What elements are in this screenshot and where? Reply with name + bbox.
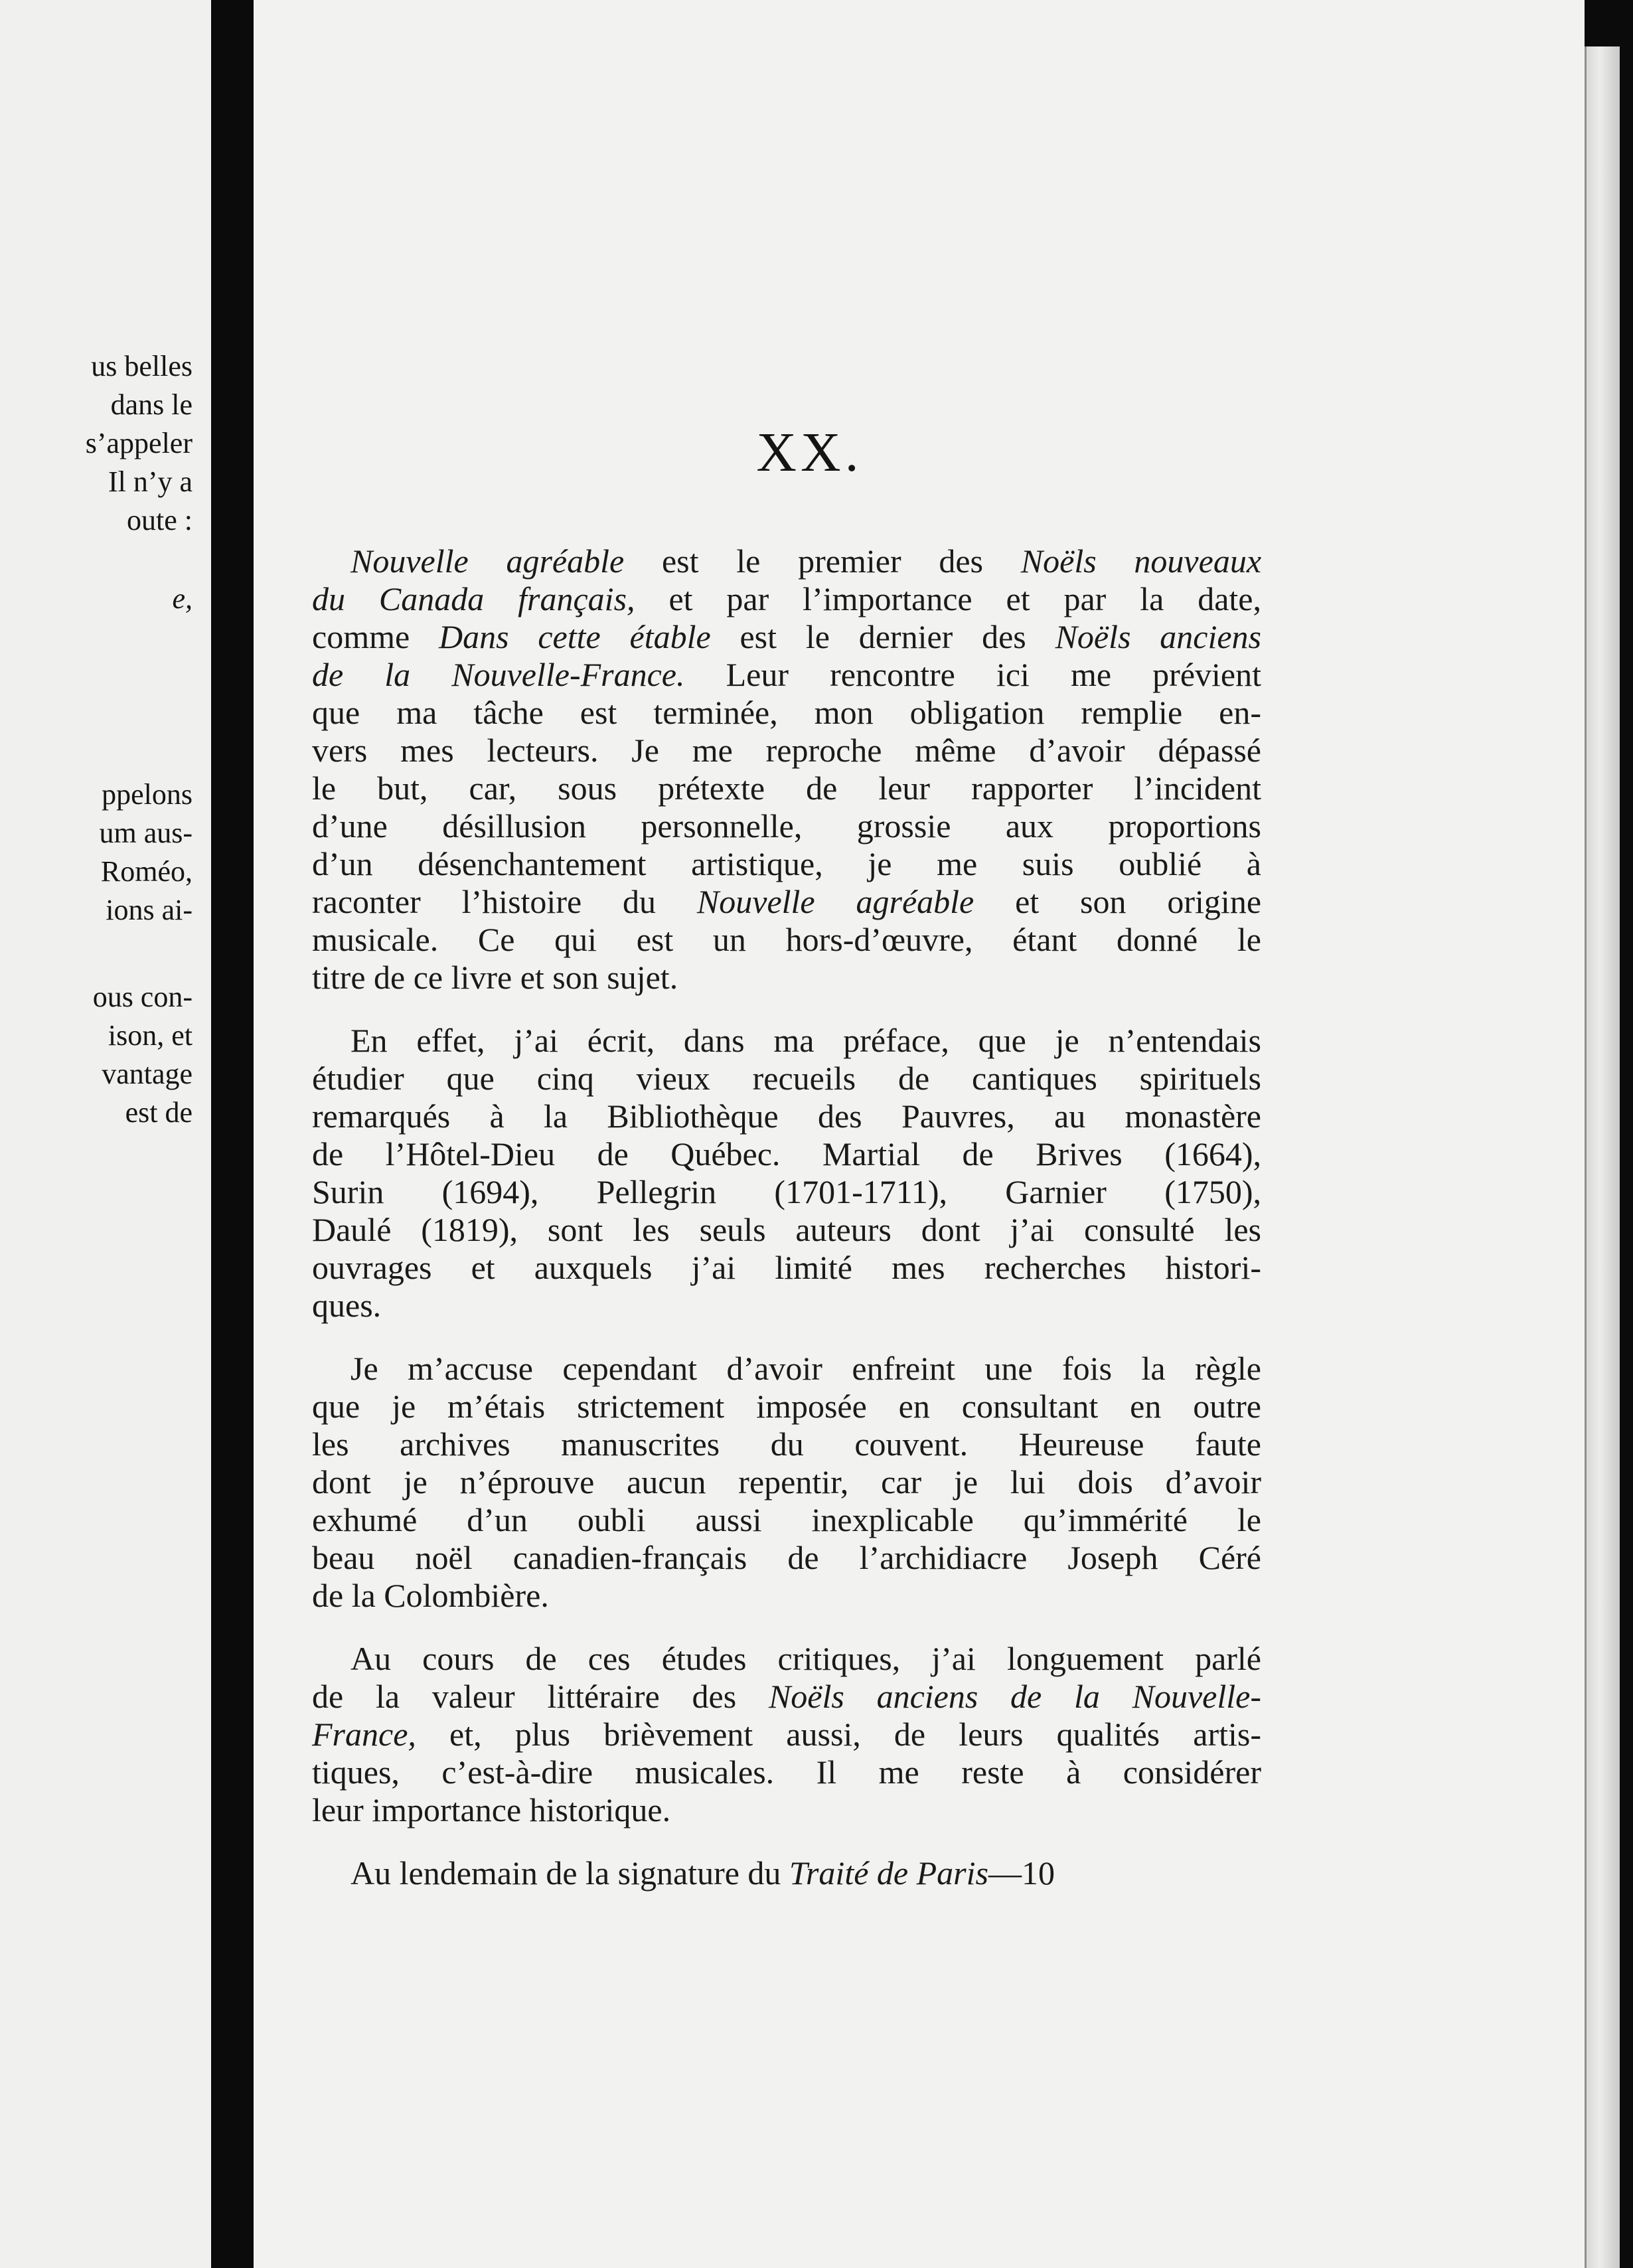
text-line: [312, 1680, 1261, 1713]
page-stack-edge: [1585, 46, 1620, 2268]
text-run: que je m’étais strictement imposée en consultant en outre: [312, 1388, 1261, 1425]
left-page-line: Roméo,: [100, 855, 193, 888]
text-run: les archives manuscrites du couvent. Heureuse faute: [312, 1425, 1261, 1463]
text-line: [312, 885, 1261, 918]
text-run: Au cours de ces études critiques, j’ai longuement parlé: [350, 1640, 1261, 1677]
text-line: [312, 1793, 1261, 1826]
text-run: et son origine: [974, 883, 1262, 920]
text-run: d’une désillusion personnelle, grossie aux proportions: [312, 807, 1261, 845]
page: [254, 0, 1585, 2268]
previous-page-fragment: [0, 0, 211, 2268]
text-line: [312, 1175, 1261, 1208]
text-line: [312, 696, 1261, 729]
left-page-line: ison, et: [108, 1019, 193, 1052]
text-run: de l’Hôtel-Dieu de Québec. Martial de Brives (1664),: [312, 1135, 1261, 1173]
text-line: [312, 620, 1261, 653]
text-run: et par l’importance et par la date,: [635, 580, 1261, 617]
text-run: titre de ce livre et son sujet.: [312, 959, 678, 996]
text-run: de la valeur littéraire des: [312, 1678, 769, 1715]
text-run: musicale. Ce qui est un hors-d’œuvre, étant donné le: [312, 921, 1261, 958]
corner-mark-icon: ◐: [1384, 2, 1402, 25]
text-run: exhumé d’un oubli aussi inexplicable qu’immérité le: [312, 1501, 1261, 1538]
text-run: est le dernier des: [710, 618, 1055, 655]
italic-text-run: de la Nouvelle-France.: [312, 656, 685, 693]
text-line: [312, 658, 1261, 691]
left-page-line: oute :: [127, 504, 193, 536]
left-page-line: est de: [125, 1096, 193, 1129]
italic-text-run: Traité de Paris: [789, 1854, 988, 1892]
text-line: [312, 771, 1261, 805]
text-run: étudier que cinq vieux recueils de cantiques spirituels: [312, 1060, 1261, 1097]
italic-text-run: Nouvelle agréable: [350, 542, 625, 580]
text-line: [312, 1427, 1261, 1461]
text-line: [312, 809, 1261, 843]
italic-text-run: Noëls anciens de la Nouvelle-: [768, 1678, 1261, 1715]
text-line: [312, 1642, 1261, 1675]
text-run: Je m’accuse cependant d’avoir enfreint une fois la règle: [350, 1350, 1261, 1387]
text-line: [312, 1352, 1261, 1385]
text-line: [312, 1062, 1261, 1095]
text-run: de la Colombière.: [312, 1577, 549, 1614]
text-line: [312, 734, 1261, 767]
italic-text-run: Noëls anciens: [1055, 618, 1261, 655]
left-page-line: us belles: [91, 350, 193, 382]
left-page-line: ions ai-: [106, 894, 193, 926]
text-run: beau noël canadien-français de l’archidiacre Joseph Céré: [312, 1539, 1261, 1576]
left-page-line: vantage: [102, 1058, 193, 1090]
left-page-line: Il n’y a: [108, 465, 193, 498]
text-run: raconter l’histoire du: [312, 883, 697, 920]
left-page-line: ous con-: [92, 981, 193, 1013]
left-page-line: e,: [172, 582, 193, 615]
text-run: Daulé (1819), sont les seuls auteurs dont j’ai consulté les: [312, 1211, 1261, 1248]
text-run: et, plus brièvement aussi, de leurs qualités artis-: [416, 1716, 1261, 1753]
text-run: tiques, c’est-à-dire musicales. Il me reste à considérer: [312, 1753, 1261, 1791]
book-gutter: [211, 0, 254, 2268]
text-line: [312, 1856, 1261, 1890]
text-run: est le premier des: [624, 542, 1021, 580]
text-line: [312, 1137, 1261, 1171]
left-page-line: s’appeler: [85, 427, 193, 459]
text-line: [312, 1213, 1261, 1246]
text-line: [312, 1099, 1261, 1133]
text-run: comme: [312, 618, 439, 655]
text-run: ouvrages et auxquels j’ai limité mes recherches histori-: [312, 1249, 1261, 1286]
text-line: [312, 923, 1261, 956]
italic-text-run: Nouvelle agréable: [696, 883, 974, 920]
text-run: Leur rencontre ici me prévient: [684, 656, 1261, 693]
chapter-title: XX.: [756, 422, 863, 483]
text-run: leur importance historique.: [312, 1791, 671, 1828]
italic-text-run: Dans cette étable: [438, 618, 711, 655]
left-page-line: um aus-: [99, 817, 193, 849]
italic-text-run: Noëls nouveaux: [1020, 542, 1262, 580]
left-page-line: dans le: [110, 388, 193, 421]
text-run: dont je n’éprouve aucun repentir, car je lui dois d’avoir: [312, 1463, 1261, 1500]
text-line: [312, 1024, 1261, 1057]
text-run: ques.: [312, 1287, 382, 1324]
text-line: [312, 1465, 1261, 1498]
text-line: [312, 1718, 1261, 1751]
text-run: le but, car, sous prétexte de leur rapporter l’incident: [312, 770, 1261, 807]
text-line: [312, 544, 1261, 578]
text-run: vers mes lecteurs. Je me reproche même d’avoir dépassé: [312, 732, 1261, 769]
text-line: [312, 1541, 1261, 1574]
text-run: d’un désenchantement artistique, je me suis oublié à: [312, 845, 1261, 882]
left-page-line: ppelons: [102, 778, 193, 811]
text-run: que ma tâche est terminée, mon obligation remplie en-: [312, 694, 1261, 731]
text-run: Surin (1694), Pellegrin (1701-1711), Garnier (1750),: [312, 1173, 1261, 1210]
text-line: [312, 1251, 1261, 1284]
text-line: [312, 582, 1261, 615]
text-run: Au lendemain de la signature du: [350, 1854, 789, 1892]
text-run: —10: [988, 1854, 1055, 1892]
text-run: remarqués à la Bibliothèque des Pauvres, au monastère: [312, 1097, 1261, 1135]
text-line: [312, 847, 1261, 880]
text-line: [312, 1390, 1261, 1423]
text-run: En effet, j’ai écrit, dans ma préface, que je n’entendais: [350, 1022, 1261, 1059]
italic-text-run: France,: [312, 1716, 416, 1753]
text-line: [312, 1503, 1261, 1536]
text-line: [312, 961, 1261, 994]
italic-text-run: du Canada français,: [312, 580, 635, 617]
text-line: [312, 1755, 1261, 1789]
text-line: [312, 1289, 1261, 1322]
text-line: [312, 1579, 1261, 1612]
